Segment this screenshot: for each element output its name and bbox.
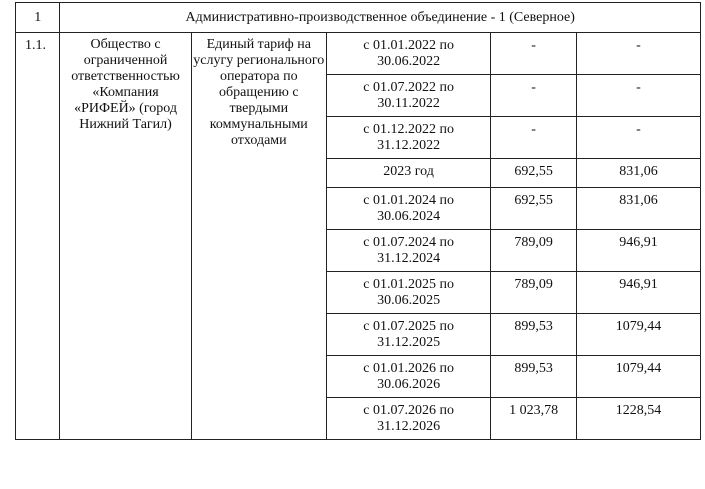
- value1-cell: 789,09: [491, 230, 577, 272]
- period-label: с 01.07.2022 по 30.11.2022: [363, 80, 454, 111]
- period-cell: [326, 33, 490, 75]
- section-title: Административно-производственное объединение - 1 (Северное): [60, 3, 701, 33]
- value2-cell: 831,06: [576, 159, 700, 188]
- tariff-document: [15, 2, 701, 440]
- value2-cell: 946,91: [576, 230, 700, 272]
- period-label: с 01.01.2022 по 30.06.2022: [363, 38, 454, 69]
- value2-cell: 1079,44: [576, 356, 700, 398]
- period-cell: [326, 230, 490, 272]
- tariff-table: [15, 2, 701, 440]
- period-cell: [326, 272, 490, 314]
- value2-cell: -: [576, 75, 700, 117]
- value1-cell: 899,53: [491, 356, 577, 398]
- value2-cell: 1228,54: [576, 398, 700, 440]
- period-label: с 01.01.2024 по 30.06.2024: [363, 193, 454, 224]
- value1-cell: 692,55: [491, 159, 577, 188]
- section-number: 1: [16, 3, 60, 33]
- value2-cell: -: [576, 117, 700, 159]
- value1-cell: 789,09: [491, 272, 577, 314]
- value1-cell: -: [491, 117, 577, 159]
- period-label: с 01.07.2024 по 31.12.2024: [363, 235, 454, 266]
- value1-cell: -: [491, 75, 577, 117]
- value2-cell: -: [576, 33, 700, 75]
- period-cell: [326, 398, 490, 440]
- period-cell: [326, 117, 490, 159]
- value1-cell: 1 023,78: [491, 398, 577, 440]
- period-cell: [326, 75, 490, 117]
- period-cell: [326, 356, 490, 398]
- value1-cell: 899,53: [491, 314, 577, 356]
- value1-cell: 692,55: [491, 188, 577, 230]
- value2-cell: 1079,44: [576, 314, 700, 356]
- period-cell: [326, 314, 490, 356]
- period-label: 2023 год: [383, 164, 434, 179]
- period-label: с 01.01.2026 по 30.06.2026: [363, 361, 454, 392]
- period-label: с 01.07.2026 по 31.12.2026: [363, 403, 454, 434]
- period-cell: [326, 159, 490, 188]
- period-label: с 01.07.2025 по 31.12.2025: [363, 319, 454, 350]
- table-row: [16, 33, 701, 75]
- value2-cell: 946,91: [576, 272, 700, 314]
- entry-number: 1.1.: [16, 33, 60, 440]
- period-label: с 01.12.2022 по 31.12.2022: [363, 122, 454, 153]
- value2-cell: 831,06: [576, 188, 700, 230]
- period-label: с 01.01.2025 по 30.06.2025: [363, 277, 454, 308]
- organization-name: Общество с ограниченной ответственностью «Компания «РИФЕЙ» (город Нижний Тагил): [60, 33, 191, 440]
- service-name: Единый тариф на услугу регионального оператора по обращению с твердыми коммунальными отходами: [191, 33, 326, 440]
- period-cell: [326, 188, 490, 230]
- section-header-row: [16, 3, 701, 33]
- value1-cell: -: [491, 33, 577, 75]
